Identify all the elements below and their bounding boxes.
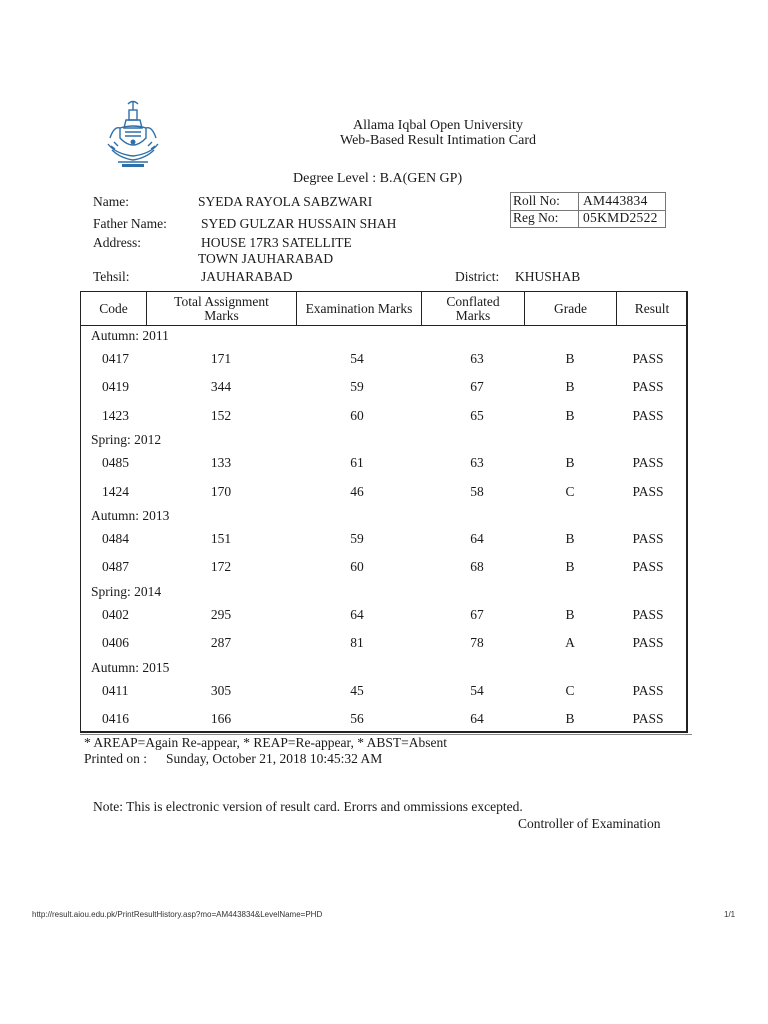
cell-result: PASS — [632, 711, 664, 726]
term-heading: Spring: 2014 — [91, 583, 162, 599]
cell-result: PASS — [632, 379, 664, 395]
cell-exam-marks: 60 — [350, 407, 364, 423]
cell-assignment-marks: 170 — [210, 483, 232, 499]
cell-conflated-marks: 63 — [470, 455, 484, 471]
cell-assignment-marks: 152 — [210, 407, 232, 423]
cell-assignment-marks: 166 — [210, 711, 232, 726]
cell-grade: B — [565, 407, 575, 423]
cell-conflated-marks: 65 — [470, 407, 484, 423]
cell-code: 1423 — [102, 407, 129, 423]
cell-result: PASS — [632, 351, 664, 366]
cell-exam-marks: 46 — [350, 483, 364, 499]
district-value: KHUSHAB — [515, 269, 581, 284]
cell-conflated-marks: 68 — [470, 559, 484, 575]
cell-conflated-marks: 58 — [470, 483, 484, 499]
cell-code: 0406 — [102, 635, 129, 651]
cell-exam-marks: 56 — [350, 711, 364, 726]
cell-exam-marks: 81 — [350, 635, 364, 651]
district-label: District: — [455, 269, 500, 284]
controller-signature: Controller of Examination — [518, 816, 661, 831]
disclaimer-note: Note: This is electronic version of result card. Erorrs and ommissions excepted. — [93, 799, 523, 814]
cell-assignment-marks: 305 — [210, 682, 232, 698]
table-header — [81, 292, 686, 326]
result-table — [80, 291, 688, 733]
cell-exam-marks: 54 — [350, 351, 364, 366]
degree-level: Degree Level : B.A(GEN GP) — [293, 171, 463, 186]
cell-code: 0419 — [102, 379, 129, 395]
reg-no-label: Reg No: — [513, 210, 559, 225]
cell-assignment-marks: 287 — [210, 635, 232, 651]
cell-conflated-marks: 67 — [470, 606, 484, 622]
father-name: SYED GULZAR HUSSAIN SHAH — [201, 216, 397, 231]
card-title: Web-Based Result Intimation Card — [340, 133, 536, 148]
cell-assignment-marks: 171 — [210, 351, 232, 366]
cell-grade: B — [565, 531, 575, 546]
col-header-exam: Examination Marks — [296, 292, 421, 325]
cell-conflated-marks: 64 — [470, 711, 484, 726]
col-header-grade: Grade — [524, 292, 616, 325]
cell-result: PASS — [632, 455, 664, 471]
cell-grade: B — [565, 559, 575, 575]
col-header-assignment: Total Assignment Marks — [146, 292, 296, 325]
university-logo-icon — [106, 98, 160, 170]
cell-exam-marks: 59 — [350, 379, 364, 395]
name-label: Name: — [93, 194, 129, 209]
roll-no-label: Roll No: — [513, 193, 560, 208]
cell-assignment-marks: 133 — [210, 455, 232, 471]
term-heading: Autumn: 2011 — [91, 328, 169, 343]
cell-code: 0485 — [102, 455, 129, 471]
address-label: Address: — [93, 235, 141, 250]
cell-result: PASS — [632, 606, 664, 622]
cell-exam-marks: 64 — [350, 606, 364, 622]
cell-assignment-marks: 295 — [210, 606, 232, 622]
cell-code: 0487 — [102, 559, 129, 575]
address-line-2: TOWN JAUHARABAD — [198, 251, 334, 266]
cell-result: PASS — [632, 635, 664, 651]
cell-code: 0402 — [102, 606, 129, 622]
cell-grade: B — [565, 379, 575, 395]
term-heading: Spring: 2012 — [91, 432, 162, 448]
cell-grade: C — [565, 682, 575, 698]
cell-code: 1424 — [102, 483, 129, 499]
cell-exam-marks: 61 — [350, 455, 364, 471]
col-header-code: Code — [99, 300, 128, 316]
university-name: Allama Iqbal Open University — [353, 118, 523, 133]
cell-result: PASS — [632, 483, 664, 499]
term-heading: Autumn: 2013 — [91, 508, 170, 523]
cell-code: 0417 — [102, 351, 129, 366]
roll-no-value: AM443834 — [583, 193, 648, 208]
cell-code: 0411 — [102, 682, 129, 698]
col-header-conflated: Conflated Marks — [421, 292, 524, 325]
cell-assignment-marks: 151 — [210, 531, 232, 546]
col-header-result: Result — [616, 292, 687, 325]
term-heading: Autumn: 2015 — [91, 659, 170, 675]
cell-code: 0484 — [102, 531, 129, 546]
cell-exam-marks: 60 — [350, 559, 364, 575]
student-name: SYEDA RAYOLA SABZWARI — [198, 194, 373, 209]
legend-text: * AREAP=Again Re-appear, * REAP=Re-appear, * ABST=Absent — [84, 735, 447, 750]
cell-grade: B — [565, 606, 575, 622]
cell-conflated-marks: 64 — [470, 531, 484, 546]
cell-conflated-marks: 54 — [470, 682, 484, 698]
cell-result: PASS — [632, 407, 664, 423]
cell-assignment-marks: 172 — [210, 559, 232, 575]
reg-no-value: 05KMD2522 — [583, 210, 658, 225]
cell-grade: B — [565, 351, 575, 366]
cell-code: 0416 — [102, 711, 129, 726]
cell-conflated-marks: 67 — [470, 379, 484, 395]
cell-result: PASS — [632, 682, 664, 698]
cell-grade: C — [565, 483, 575, 499]
printed-on-label: Printed on : — [84, 751, 147, 766]
tehsil-value: JAUHARABAD — [201, 269, 293, 284]
footer-url: http://result.aiou.edu.pk/PrintResultHistory.asp?mo=AM443834&LevelName=PHD — [32, 910, 323, 919]
cell-assignment-marks: 344 — [210, 379, 232, 395]
cell-conflated-marks: 63 — [470, 351, 484, 366]
cell-result: PASS — [632, 531, 664, 546]
cell-grade: B — [565, 455, 575, 471]
father-name-label: Father Name: — [93, 216, 167, 231]
cell-exam-marks: 45 — [350, 682, 364, 698]
cell-grade: A — [565, 635, 575, 651]
page-number: 1/1 — [724, 910, 736, 919]
printed-on-value: Sunday, October 21, 2018 10:45:32 AM — [166, 751, 383, 766]
tehsil-label: Tehsil: — [93, 269, 130, 284]
address-line-1: HOUSE 17R3 SATELLITE — [201, 235, 352, 250]
cell-exam-marks: 59 — [350, 531, 364, 546]
cell-result: PASS — [632, 559, 664, 575]
cell-grade: B — [565, 711, 575, 726]
cell-conflated-marks: 78 — [470, 635, 484, 651]
